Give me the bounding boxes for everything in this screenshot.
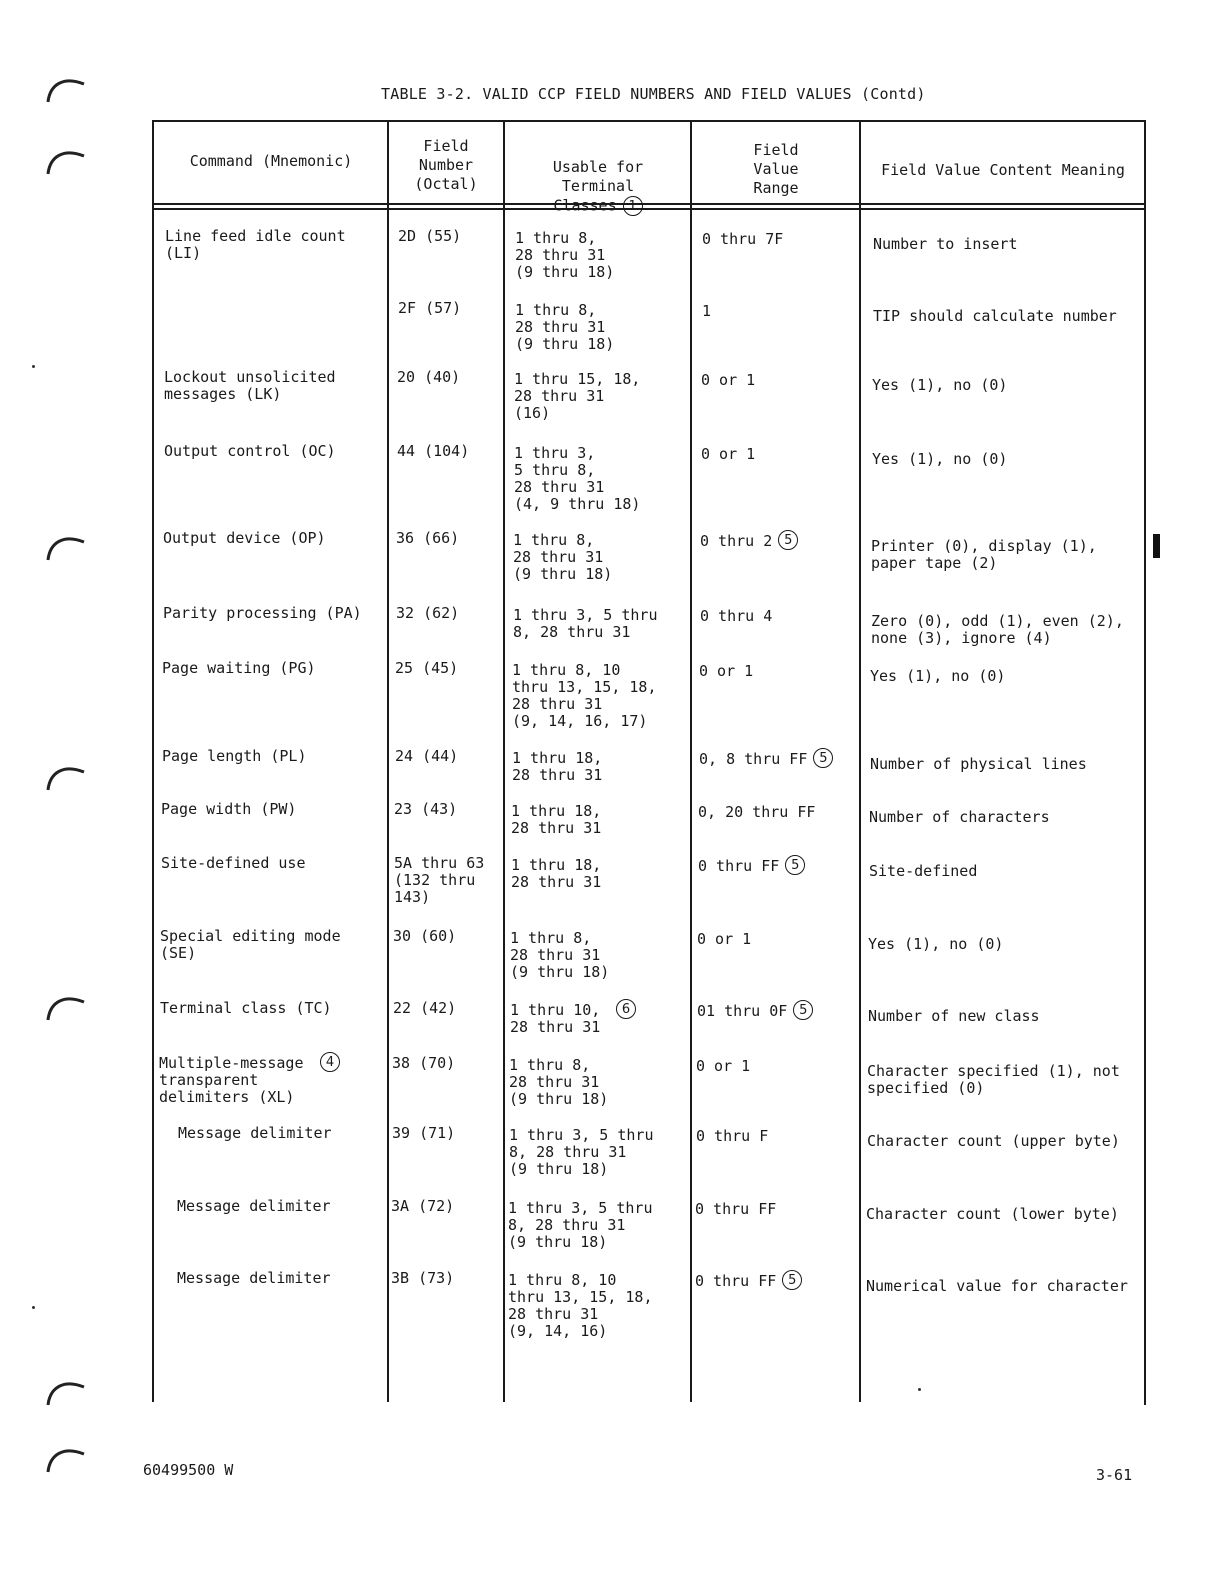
terminal-classes-cell-text: 1 thru 8, 28 thru 31 (9 thru 18) <box>510 929 610 981</box>
value-range-cell-text: 0 or 1 <box>697 930 752 948</box>
terminal-classes-cell-text: 1 thru 3, 5 thru 8, 28 thru 31 (9 thru 18) <box>509 1126 654 1178</box>
note-marker: 5 <box>793 1000 813 1020</box>
terminal-classes-cell-text: 1 thru 18, 28 thru 31 <box>512 749 603 784</box>
table-left-border <box>152 120 154 1402</box>
value-range-cell <box>701 372 857 389</box>
terminal-classes-cell <box>509 1127 684 1178</box>
terminal-classes-cell <box>509 1057 684 1108</box>
terminal-classes-cell <box>512 750 687 784</box>
value-range-cell-text: 0 or 1 <box>699 662 754 680</box>
terminal-classes-cell-text: 1 thru 15, 18, 28 thru 31 (16) <box>514 370 641 422</box>
value-range-cell <box>695 1273 851 1290</box>
value-range-cell-text: 0 thru FF <box>695 1200 777 1218</box>
punch-hole-mark <box>44 1444 88 1474</box>
value-range-cell-text: 0 thru FF <box>695 1272 777 1290</box>
meaning-cell <box>866 1206 1136 1223</box>
punch-hole-mark <box>44 74 88 104</box>
field-number-cell <box>391 1270 495 1287</box>
header-usable-text: Usable for Terminal Classes <box>552 158 644 215</box>
value-range-cell-text: 0 thru 4 <box>700 607 773 625</box>
value-range-cell <box>696 1128 852 1145</box>
terminal-classes-cell <box>511 803 686 837</box>
value-range-cell-text: 0, 8 thru FF <box>699 750 808 768</box>
command-cell-text: Message delimiter <box>177 1197 331 1215</box>
command-cell-text: Line feed idle count (LI) <box>165 227 346 262</box>
value-range-cell-text: 0, 20 thru FF <box>698 803 816 821</box>
meaning-cell-text: Number of characters <box>869 808 1050 826</box>
scan-speck <box>918 1388 921 1391</box>
change-bar <box>1153 534 1160 558</box>
terminal-classes-cell-text: 1 thru 3, 5 thru 8, 28 thru 31 (9 thru 18) <box>508 1199 653 1251</box>
value-range-cell <box>698 804 854 821</box>
table-right-border <box>1144 120 1146 1405</box>
note-marker: 5 <box>785 855 805 875</box>
meaning-cell <box>866 1278 1136 1295</box>
value-range-cell <box>698 858 854 875</box>
command-cell-text: Lockout unsolicited messages (LK) <box>164 368 336 403</box>
field-number-cell-text: 38 (70) <box>392 1054 456 1072</box>
command-cell-text: Site-defined use <box>161 854 306 872</box>
column-divider-2 <box>503 120 505 1402</box>
terminal-classes-cell <box>513 532 688 583</box>
table-title: TABLE 3-2. VALID CCP FIELD NUMBERS AND FIELD VALUES (Contd) <box>381 85 926 103</box>
terminal-classes-cell <box>510 1002 685 1036</box>
field-number-cell-text: 30 (60) <box>393 927 457 945</box>
terminal-classes-cell <box>514 371 689 422</box>
value-range-cell <box>699 751 855 768</box>
value-range-cell-text: 0 thru 2 <box>700 532 773 550</box>
field-number-cell-text: 20 (40) <box>397 368 461 386</box>
terminal-classes-cell-text: 1 thru 8, 28 thru 31 (9 thru 18) <box>515 301 615 353</box>
value-range-cell <box>697 931 853 948</box>
field-number-cell-text: 39 (71) <box>392 1124 456 1142</box>
value-range-cell-text: 1 <box>702 302 712 320</box>
meaning-cell-text: Number to insert <box>873 235 1018 253</box>
terminal-classes-cell <box>510 930 685 981</box>
field-number-cell <box>393 928 497 945</box>
meaning-cell-text: Character count (upper byte) <box>867 1132 1120 1150</box>
meaning-cell-text: Site-defined <box>869 862 978 880</box>
terminal-classes-cell-text: 1 thru 18, 28 thru 31 <box>511 856 602 891</box>
meaning-cell <box>873 236 1143 253</box>
command-cell-text: Page length (PL) <box>162 747 307 765</box>
field-number-cell <box>392 1055 496 1072</box>
meaning-cell-text: Yes (1), no (0) <box>870 667 1006 685</box>
field-number-cell-text: 25 (45) <box>395 659 459 677</box>
value-range-cell <box>700 608 856 625</box>
terminal-classes-cell <box>514 445 689 513</box>
command-cell <box>178 1125 398 1142</box>
value-range-cell-text: 0 thru F <box>696 1127 769 1145</box>
command-cell <box>162 748 382 765</box>
column-divider-4 <box>859 120 861 1402</box>
meaning-cell <box>868 936 1138 953</box>
value-range-cell-text: 0 thru 7F <box>702 230 784 248</box>
terminal-classes-cell-text: 1 thru 3, 5 thru 8, 28 thru 31 <box>513 606 658 641</box>
command-cell-text: Parity processing (PA) <box>163 604 362 622</box>
command-cell <box>163 530 383 547</box>
document-number: 60499500 W <box>143 1461 234 1479</box>
field-number-cell-text: 3B (73) <box>391 1269 455 1287</box>
note-marker: 6 <box>616 999 636 1019</box>
meaning-cell <box>872 451 1142 468</box>
field-number-cell-text: 32 (62) <box>396 604 460 622</box>
punch-hole-mark <box>44 1377 88 1407</box>
meaning-cell-text: TIP should calculate number <box>873 307 1117 325</box>
meaning-cell <box>868 1008 1138 1025</box>
terminal-classes-cell <box>515 230 690 281</box>
field-number-cell <box>391 1198 495 1215</box>
command-cell <box>177 1198 397 1215</box>
punch-hole-mark <box>44 992 88 1022</box>
value-range-cell <box>702 231 858 248</box>
value-range-cell-text: 01 thru 0F <box>697 1002 788 1020</box>
meaning-cell <box>871 538 1141 572</box>
meaning-cell-text: Yes (1), no (0) <box>868 935 1004 953</box>
meaning-cell-text: Yes (1), no (0) <box>872 376 1008 394</box>
meaning-cell <box>867 1133 1137 1150</box>
meaning-cell <box>869 863 1139 880</box>
header-range: Field Value Range <box>753 141 799 197</box>
terminal-classes-cell <box>515 302 690 353</box>
command-cell-text: Message delimiter <box>177 1269 331 1287</box>
terminal-classes-cell-text: 1 thru 8, 10 thru 13, 15, 18, 28 thru 31 (9, 14, 16) <box>508 1271 653 1340</box>
command-cell-text: Page width (PW) <box>161 800 297 818</box>
page-number: 3-61 <box>1096 1466 1133 1484</box>
command-cell <box>177 1270 397 1287</box>
punch-hole-mark <box>44 146 88 176</box>
command-cell <box>161 801 381 818</box>
field-number-cell-text: 23 (43) <box>394 800 458 818</box>
meaning-cell-text: Number of physical lines <box>870 755 1087 773</box>
meaning-cell <box>871 613 1141 647</box>
command-cell-text: Output control (OC) <box>164 442 336 460</box>
field-number-cell <box>393 1000 497 1017</box>
terminal-classes-cell-text: 1 thru 10, 28 thru 31 <box>510 1001 601 1036</box>
terminal-classes-cell-text: 1 thru 8, 28 thru 31 (9 thru 18) <box>515 229 615 281</box>
terminal-classes-cell <box>508 1200 683 1251</box>
command-cell <box>161 855 381 872</box>
field-number-cell <box>397 369 501 386</box>
field-number-cell <box>398 300 502 317</box>
terminal-classes-cell-text: 1 thru 3, 5 thru 8, 28 thru 31 (4, 9 thru 18) <box>514 444 641 513</box>
scan-speck <box>32 365 35 368</box>
terminal-classes-cell <box>508 1272 683 1340</box>
meaning-cell-text: Yes (1), no (0) <box>872 450 1008 468</box>
field-number-cell <box>395 660 499 677</box>
meaning-cell-text: Zero (0), odd (1), even (2), none (3), ignore (4) <box>871 612 1124 647</box>
value-range-cell-text: 0 or 1 <box>701 445 756 463</box>
note-marker: 1 <box>623 196 643 216</box>
command-cell <box>164 369 384 403</box>
command-cell <box>160 928 380 962</box>
note-marker: 5 <box>782 1270 802 1290</box>
header-meaning: Field Value Content Meaning <box>881 161 1125 179</box>
field-number-cell <box>394 801 498 818</box>
note-marker: 4 <box>320 1052 340 1072</box>
command-cell-text: Terminal class (TC) <box>160 999 332 1017</box>
value-range-cell <box>701 446 857 463</box>
field-number-cell-text: 36 (66) <box>396 529 460 547</box>
field-number-cell <box>395 748 499 765</box>
value-range-cell-text: 0 or 1 <box>701 371 756 389</box>
meaning-cell <box>869 809 1139 826</box>
note-marker: 5 <box>778 530 798 550</box>
header-command: Command (Mnemonic) <box>189 152 353 170</box>
command-cell <box>163 605 383 622</box>
value-range-cell <box>702 303 858 320</box>
meaning-cell <box>873 308 1143 325</box>
meaning-cell-text: Character specified (1), not specified (0) <box>867 1062 1120 1097</box>
punch-hole-mark <box>44 532 88 562</box>
meaning-cell-text: Printer (0), display (1), paper tape (2) <box>871 537 1097 572</box>
field-number-cell <box>396 530 500 547</box>
value-range-cell <box>696 1058 852 1075</box>
terminal-classes-cell <box>511 857 686 891</box>
scan-speck <box>32 1306 35 1309</box>
value-range-cell <box>695 1201 851 1218</box>
value-range-cell-text: 0 or 1 <box>696 1057 751 1075</box>
meaning-cell <box>870 668 1140 685</box>
table-top-border <box>153 120 1146 122</box>
value-range-cell <box>697 1003 853 1020</box>
command-cell-text: Page waiting (PG) <box>162 659 316 677</box>
command-cell-text: Output device (OP) <box>163 529 326 547</box>
command-cell <box>162 660 382 677</box>
value-range-cell <box>700 533 856 550</box>
terminal-classes-cell-text: 1 thru 8, 28 thru 31 (9 thru 18) <box>509 1056 609 1108</box>
note-marker: 5 <box>813 748 833 768</box>
header-usable-classes <box>506 139 690 216</box>
field-number-cell-text: 2F (57) <box>398 299 462 317</box>
field-number-cell-text: 3A (72) <box>391 1197 455 1215</box>
field-number-cell <box>396 605 500 622</box>
terminal-classes-cell-text: 1 thru 8, 10 thru 13, 15, 18, 28 thru 31 (9, 14, 16, 17) <box>512 661 657 730</box>
command-cell-text: Message delimiter <box>178 1124 332 1142</box>
meaning-cell <box>870 756 1140 773</box>
field-number-cell <box>392 1125 496 1142</box>
value-range-cell-text: 0 thru FF <box>698 857 780 875</box>
meaning-cell <box>867 1063 1137 1097</box>
field-number-cell <box>398 228 502 245</box>
terminal-classes-cell-text: 1 thru 18, 28 thru 31 <box>511 802 602 837</box>
value-range-cell <box>699 663 855 680</box>
field-number-cell-text: 44 (104) <box>397 442 470 460</box>
command-cell <box>160 1000 380 1017</box>
command-cell-text: Special editing mode (SE) <box>160 927 341 962</box>
field-number-cell <box>397 443 501 460</box>
field-number-cell-text: 24 (44) <box>395 747 459 765</box>
header-field-number: Field Number (Octal) <box>414 137 478 193</box>
field-number-cell-text: 22 (42) <box>393 999 457 1017</box>
meaning-cell-text: Character count (lower byte) <box>866 1205 1119 1223</box>
punch-hole-mark <box>44 762 88 792</box>
command-cell <box>159 1055 379 1106</box>
field-number-cell-text: 5A thru 63 (132 thru 143) <box>394 854 485 906</box>
meaning-cell-text: Numerical value for character <box>866 1277 1128 1295</box>
field-number-cell-text: 2D (55) <box>398 227 462 245</box>
meaning-cell-text: Number of new class <box>868 1007 1040 1025</box>
column-divider-3 <box>690 120 692 1402</box>
terminal-classes-cell <box>512 662 687 730</box>
terminal-classes-cell <box>513 607 688 641</box>
command-cell <box>164 443 384 460</box>
command-cell-text: Multiple-message transparent delimiters (XL) <box>159 1054 304 1106</box>
meaning-cell <box>872 377 1142 394</box>
command-cell <box>165 228 385 262</box>
terminal-classes-cell-text: 1 thru 8, 28 thru 31 (9 thru 18) <box>513 531 613 583</box>
field-number-cell <box>394 855 498 906</box>
